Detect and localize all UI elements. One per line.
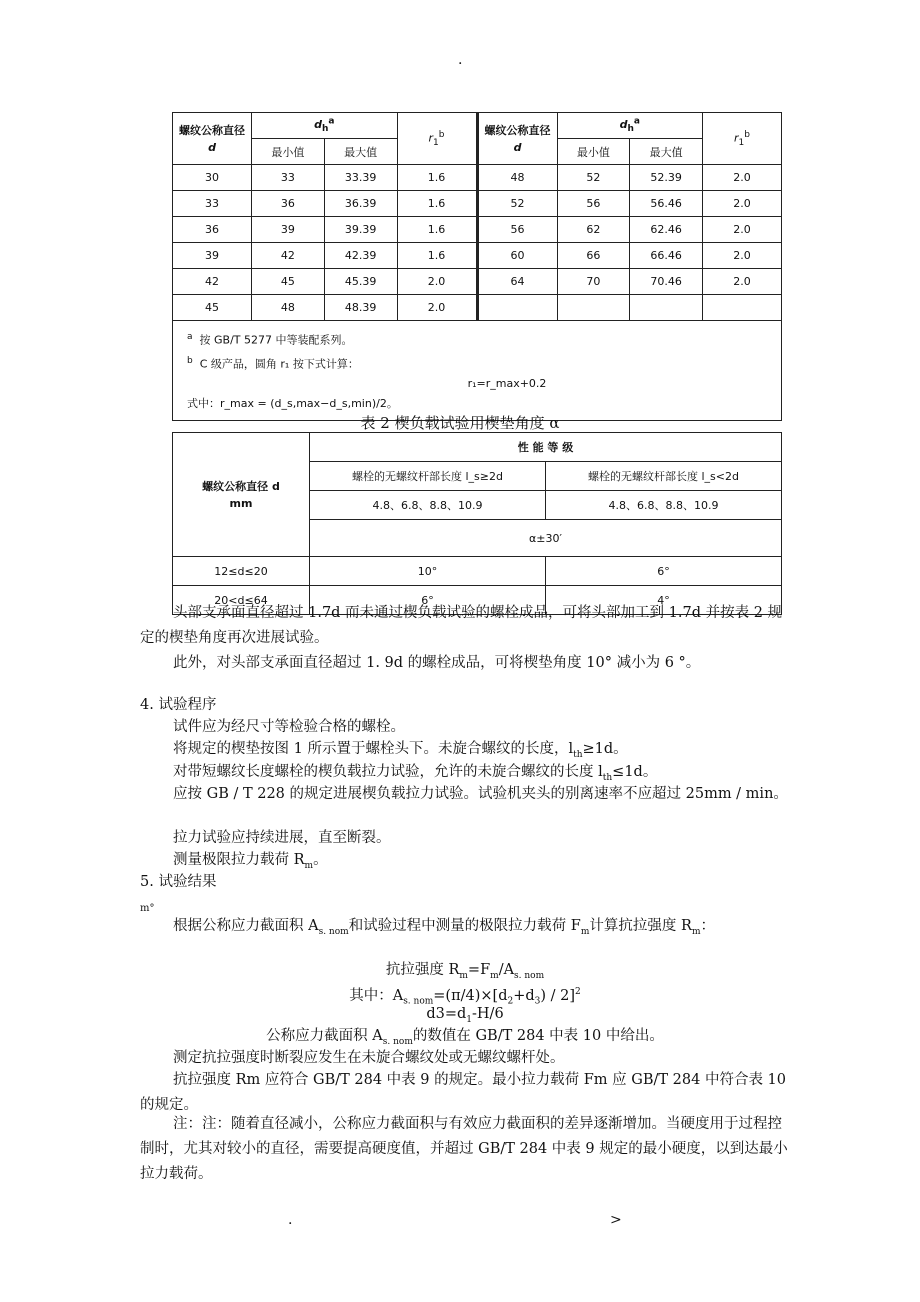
footnote-formula: r₁=r_max+0.2 — [467, 377, 547, 391]
grades-a: 4.8、6.8、8.8、10.9 — [310, 491, 546, 520]
header-nominal-diameter: 螺纹公称直径 d mm — [173, 433, 310, 557]
section-4-heading: 4. 试验程序 — [140, 697, 217, 713]
formula-tensile-strength: 抗拉强度 $R_m=F_m/A_{s. nom}$ — [385, 962, 545, 981]
formula-note: 公称应力截面积 $A_{s. nom}$的数值在 GB/T 284 中表 10 中给出。 — [266, 1028, 664, 1047]
table-row: 33 36 36.39 1.6 52 56 56.46 2.0 — [173, 191, 782, 217]
header-max: 最大值 — [324, 139, 397, 165]
table2-caption: 表 2 楔负载试验用楔垫角度 α — [360, 414, 560, 432]
grades-b: 4.8、6.8、8.8、10.9 — [546, 491, 782, 520]
header-dh: $d_h^a$ — [252, 113, 398, 139]
paragraph-7: 拉力试验应持续进展，直至断裂。 — [173, 830, 391, 846]
paragraph-10: 测定抗拉强度时断裂应发生在未旋合螺纹处或无螺纹螺杆处。 — [173, 1050, 565, 1066]
paragraph-11: 抗拉强度 Rm 应符合 GB/T 284 中表 9 的规定。最小拉力载荷 Fm 应 GB/T 284 中符合表 10 的规定。 — [140, 1072, 787, 1113]
paragraph-8: 测量极限拉力载荷 $R_m$。 — [173, 852, 328, 871]
table-row: 39 42 42.39 1.6 60 66 66.46 2.0 — [173, 243, 782, 269]
formula-d3: $d3=d_1-H/6$ — [426, 1006, 504, 1025]
paragraph-9: 根据公称应力截面积 $A_{s. nom}$和试验过程中测量的极限拉力载荷 $F_m$计算抗拉强度 $R_m$： — [173, 918, 715, 937]
table-row: 36 39 39.39 1.6 56 62 62.46 2.0 — [173, 217, 782, 243]
page-bottom-dot: . — [288, 1212, 293, 1228]
footnote-where: 式中：r_max = (d_s,max−d_s,min)/2。 — [187, 397, 398, 411]
header-col-a: 螺栓的无螺纹杆部长度 l_s≥2d — [310, 462, 546, 491]
footnote-b: C 级产品，圆角 r₁ 按下式计算： — [199, 357, 359, 371]
tolerance: α±30′ — [310, 520, 782, 557]
table-row: 42 45 45.39 2.0 64 70 70.46 2.0 — [173, 269, 782, 295]
stray-mark: m° — [140, 903, 155, 914]
header-min-right: 最小值 — [557, 139, 630, 165]
section-5-heading: 5. 试验结果 — [140, 874, 217, 890]
header-col-b: 螺栓的无螺纹杆部长度 l_s<2d — [546, 462, 782, 491]
wedge-angle-table — [172, 432, 782, 615]
page-top-dot: . — [458, 52, 463, 68]
formula-stress-area: 其中：$A_{s. nom}=(\pi/4)\times[d_2+d_3) / 2]^2$ — [349, 987, 581, 1007]
paragraph-6: 应按 GB / T 228 的规定进展楔负载拉力试验。试验机夹头的别离速率不应超过 25mm / min。 — [173, 786, 788, 802]
header-diameter: 螺纹公称直径 d — [173, 113, 252, 165]
table-row: 20<d≤64 6° 4° — [173, 586, 782, 615]
header-min: 最小值 — [252, 139, 325, 165]
paragraph-2: 此外，对头部支承面直径超过 1. 9d 的螺栓成品，可将楔垫角度 10° 减小为 6 °。 — [173, 655, 701, 671]
header-max-right: 最大值 — [630, 139, 703, 165]
header-r1: $r_1^b$ — [397, 113, 477, 165]
header-performance-grade: 性 能 等 级 — [310, 433, 782, 462]
table-row: 45 48 48.39 2.0 — [173, 295, 782, 321]
paragraph-4: 将规定的楔垫按图 1 所示置于螺栓头下。未旋合螺纹的长度，$l_{th}\ge 1d$。 — [173, 741, 628, 760]
table-row: 12≤d≤20 10° 6° — [173, 557, 782, 586]
paragraph-1: 头部支承面直径超过 1.7d 而未通过楔负载试验的螺栓成品，可将头部加工到 1.7d 并按表 2 规定的楔垫角度再次进展试验。 — [140, 605, 783, 646]
table-footnotes: $^a$ 按 GB/T 5277 中等装配系列。 $^b$ C 级产品，圆角 r₁ 按下式计算： r₁=r_max+0.2 式中：r_max = (d_s,max−d_s,min)/2。 — [173, 321, 782, 421]
header-r1-right: $r_1^b$ — [703, 113, 782, 165]
page-bottom-mark: > — [610, 1212, 622, 1228]
header-dh-right: $d_h^a$ — [557, 113, 703, 139]
table-row: 30 33 33.39 1.6 48 52 52.39 2.0 — [173, 165, 782, 191]
paragraph-5: 对带短螺纹长度螺栓的楔负载拉力试验，允许的未旋合螺纹的长度 $l_{th}\le 1d$。 — [173, 764, 658, 783]
paragraph-3: 试件应为经尺寸等检验合格的螺栓。 — [173, 719, 405, 735]
paragraph-12-note: 注：注：随着直径减小，公称应力截面积与有效应力截面积的差异逐渐增加。当硬度用于过程控制时，尤其对较小的直径，需要提高硬度值，并超过 GB/T 284 中表 9 规定的最小硬度，以到达最小拉力载荷。 — [140, 1116, 788, 1182]
header-diameter-right: 螺纹公称直径 d — [477, 113, 557, 165]
head-diameter-table — [172, 112, 782, 421]
footnote-a: 按 GB/T 5277 中等装配系列。 — [199, 333, 353, 347]
